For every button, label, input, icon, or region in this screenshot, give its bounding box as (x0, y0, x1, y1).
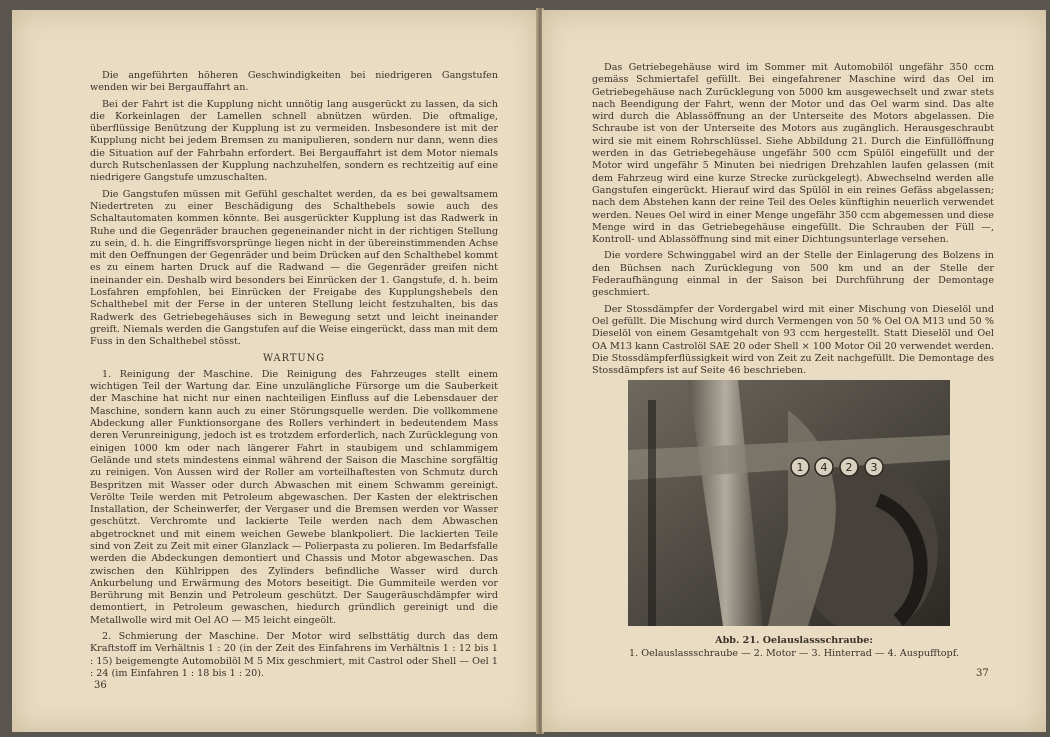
callout-1: 1 (796, 461, 804, 474)
paragraph: 1. Reinigung der Maschine. Die Reinigung des Fahrzeuges stellt einem wichtigen Teil der Wartung dar. Eine unzulängliche Fürsorge um die Sauberkeit der Maschine hat nicht nur einen nachteiligen Einfluss auf die Lebensdauer der Maschine, sondern kann auch zu einer Störungsquelle werden. Die vollkommene Abdeckung aller Funktionsorgane des Rollers verhindert in bedeutendem Mass deren Verunreinigung, jedoch ist es trotzdem erforderlich, nach Zurücklegung von einigen 1000 km oder nach längerer Fahrt in staubigem und schlammigem Gelände und stets mindestens einmal während der Saison die Maschine sorgfältig zu reinigen. Von Aussen wird der Roller am vorteilhaftesten von Schmutz durch Bespritzen mit Wasser oder durch Abwaschen mit einem Schwamm gereinigt. Verölte Teile werden mit Petroleum abgewaschen. Der Kasten der elektrischen Installation, der Scheinwerfer, der Vergaser und die Bremsen werden vor Wasser geschützt. Verchromte und lackierte Teile werden nach dem Abwaschen abgetrocknet und mit einem weichen Gewebe blankpoliert. Die lackierten Teile sind von Zeit zu Zeit mit einer Glanzlack — Polierpasta zu polieren. Im Bedarfsfalle werden die Abdeckungen demontiert und Chassis und Motor abgewaschen. Das zwischen den Kühlrippen des Zylinders befindliche Wasser wird durch Ankurbelung und Erwärmung des Motors beseitigt. Die Gummiteile werden vor Berührung mit Benzin und Petroleum geschützt. Der Saugeräuschdämpfer wird demontiert, in Petroleum gewaschen, hiedurch gründlich gereinigt und die Metallwolle wird mit Oel AO — M5 leicht eingeölt. (90, 368, 498, 626)
paragraph: Das Getriebegehäuse wird im Sommer mit Automobilöl ungefähr 350 ccm gemäss Schmiertafel gefüllt. Bei eingefahrener Maschine wird das Oel im Getriebegehäuse nach Zurücklegung von 5000 km ausgewechselt und zwar stets nach Beendigung der Fahrt, wenn der Motor und das Oel warm sind. Das alte wird durch die Ablassöffnung an der Unterseite des Motors abgelassen. Die Schraube ist von der Unterseite des Motors aus zugänglich. Herausgeschraubt wird sie mit einem Rohrschlüssel. Siehe Abbildung 21. Durch die Einfüllöffnung werden in das Getriebegehäuse ungefähr 500 ccm Spülöl eingefüllt und der Motor wird ungefähr 5 Minuten bei niedrigen Drehzahlen laufen gelassen (mit dem Fahrzeug wird eine kurze Strecke zurückgelegt). Abwechselnd werden alle Gangstufen eingerückt. Hierauf wird das Spülöl in ein reines Gefäss abgelassen; nach dem Abstehen kann der reine Teil des Oeles künftighin neuerlich verwendet werden. Neues Oel wird in einer Menge ungefähr 350 ccm abgemessen und diese Menge wird in das Getriebegehäuse eingefüllt. Die Schrauben der Füll —, Kontroll- und Ablassöffnung sind mit einer Dichtungsunterlage versehen. (592, 62, 994, 246)
page-number: 36 (94, 680, 107, 691)
paragraph: Die vordere Schwinggabel wird an der Stelle der Einlagerung des Bolzens in den Büchsen nach Zurücklegung von 500 km und an der Stelle der Federaufhängung einmal in der Saison bei Durchführung der Demontage geschmiert. (592, 250, 994, 299)
caption-text: 1. Oelauslassschraube — 2. Motor — 3. Hinterrad — 4. Auspufftopf. (629, 648, 959, 659)
callout-2: 2 (845, 461, 853, 474)
right-page-text (592, 62, 994, 377)
right-page (542, 10, 1046, 732)
paragraph: Die angeführten höheren Geschwindigkeiten bei niedrigeren Gangstufen wenden wir bei Bergauffahrt an. (90, 70, 498, 94)
page-number: 37 (976, 668, 989, 679)
section-heading: WARTUNG (262, 352, 326, 364)
paragraph: Der Stossdämpfer der Vordergabel wird mit einer Mischung von Dieselöl und Oel gefüllt. Die Mischung wird durch Vermengen von 50 % Oel OA M13 und 50 % Dieselöl von einem Gesamtgehalt von 93 ccm hergestellt. Statt Dieselöl und Oel OA M13 kann Castrolöl SAE 20 oder Shell × 100 Motor Oil 20 verwendet werden. Die Stossdämpferflüssigkeit wird von Zeit zu Zeit nachgefüllt. Die Demontage des Stossdämpfers ist auf Seite 46 beschrieben. (592, 303, 994, 377)
paragraph: Bei der Fahrt ist die Kupplung nicht unnötig lang ausgerückt zu lassen, da sich die Korkeinlagen der Lamellen schnell abnützen würden. Die oftmalige, überflüssige Benützung der Kupplung ist zu vermeiden. Insbesondere ist mit der Kupplung nicht bei jedem Bremsen zu manipulieren, sondern nur dann, wenn dies die Situation auf der Fahrbahn erfordert. Bei Bergauffahrt ist dem Motor niemals durch Rutschenlassen der Kupplung nachzuhelfen, sondern es rechtzeitig auf eine niedrigere Gangstufe umzuschalten. (90, 98, 498, 184)
paragraph: Die Gangstufen müssen mit Gefühl geschaltet werden, da es bei gewaltsamem Niedertreten zu einer Beschädigung des Schalthebels sowie auch des Schaltautomaten kommen könnte. Bei ausgerückter Kupplung ist das Radwerk in Ruhe und die Gegenräder brauchen gegeneinander nicht in der richtigen Stellung zu sein, d. h. die Eingriffsvorsprünge liegen nicht in der übereinstimmenden Achse mit den Oeffnungen der Gegenräder und beim Drücken auf den Schalthebel kommt es zu einem harten Druck auf die Radwand — die Gegenräder greifen nicht ineinander ein. Deshalb wird besonders bei Einrücken der 1. Gangstufe, d. h. beim Losfahren empfohlen, bei Einrücken der Freigabe des Kupplungshebels den Schalthebel mit der Ferse in der unteren Stellung leicht festzuhalten, bis das Radwerk des Getriebegehäuses sich in Bewegung setzt und leicht ineinander greift. Niemals werden die Gangstufen auf die Weise eingerückt, dass man mit dem Fuss in den Schalthebel stösst. (90, 188, 498, 348)
left-page (12, 10, 538, 732)
left-page-text (90, 70, 498, 680)
engine-photo (628, 380, 950, 626)
paragraph: 2. Schmierung der Maschine. Der Motor wird selbsttätig durch das dem Kraftstoff im Verhältnis 1 : 20 (in der Zeit des Einfahrens im Verhältnis 1 : 12 bis 1 : 15) beigemengte Automobilöl M 5 Mix geschmiert, mit Castrol oder Shell — Oel 1 : 24 (im Einfahren 1 : 18 bis 1 : 20). (90, 631, 498, 679)
callout-4: 4 (820, 461, 828, 474)
caption-title: Abb. 21. Oelauslassschraube: (715, 635, 873, 646)
callout-3: 3 (870, 461, 878, 474)
figure-caption (582, 634, 1006, 660)
engine-photo-illustration (628, 380, 950, 626)
